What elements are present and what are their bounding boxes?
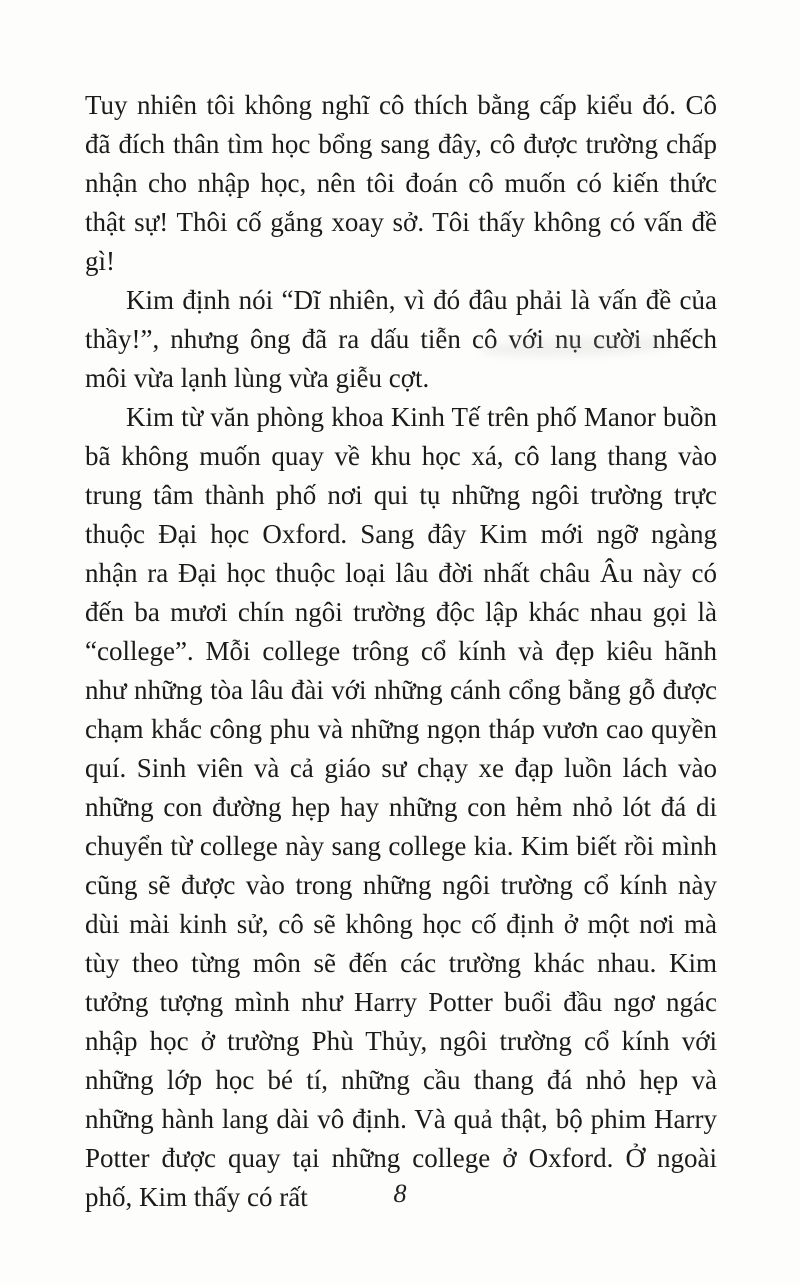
paragraph-1: Tuy nhiên tôi không nghĩ cô thích bằng cấp kiểu đó. Cô đã đích thân tìm học bổng sang đây, cô được trường chấp nhận cho nhập học, nên tôi đoán cô muốn có kiến thức thật sự! Thôi cố gắng xoay sở. Tôi thấy không có vấn đề gì!: [85, 90, 717, 276]
page-number: 8: [393, 1179, 407, 1208]
text-block: [85, 86, 717, 1217]
paragraph-2: Kim định nói “Dĩ nhiên, vì đó đâu phải là vấn đề của thầy!”, nhưng ông đã ra dấu tiễn cô với nụ cười nhếch môi vừa lạnh lùng vừa giễu cợt.: [85, 285, 717, 393]
paragraph-3: Kim từ văn phòng khoa Kinh Tế trên phố Manor buồn bã không muốn quay về khu học xá, cô lang thang vào trung tâm thành phố nơi qui tụ những ngôi trường trực thuộc Đại học Oxford. Sang đây Kim mới ngỡ ngàng nhận ra Đại học thuộc loại lâu đời nhất châu Âu này có đến ba mươi chín ngôi trường độc lập khác nhau gọi là “college”. Mỗi college trông cổ kính và đẹp kiêu hãnh như những tòa lâu đài với những cánh cổng bằng gỗ được chạm khắc công phu và những ngọn tháp vươn cao quyền quí. Sinh viên và cả giáo sư chạy xe đạp luồn lách vào những con đường hẹp hay những con hẻm nhỏ lót đá di chuyển từ college này sang college kia. Kim biết rồi mình cũng sẽ được vào trong những ngôi trường cổ kính này dùi mài kinh sử, cô sẽ không học cố định ở một nơi mà tùy theo từng môn sẽ đến các trường khác nhau. Kim tưởng tượng mình như Harry Potter buổi đầu ngơ ngác nhập học ở trường Phù Thủy, ngôi trường cổ kính với những lớp học bé tí, những cầu thang đá nhỏ hẹp và những hành lang dài vô định. Và quả thật, bộ phim Harry Potter được quay tại những college ở Oxford. Ở ngoài phố, Kim thấy có rất: [85, 402, 717, 1212]
